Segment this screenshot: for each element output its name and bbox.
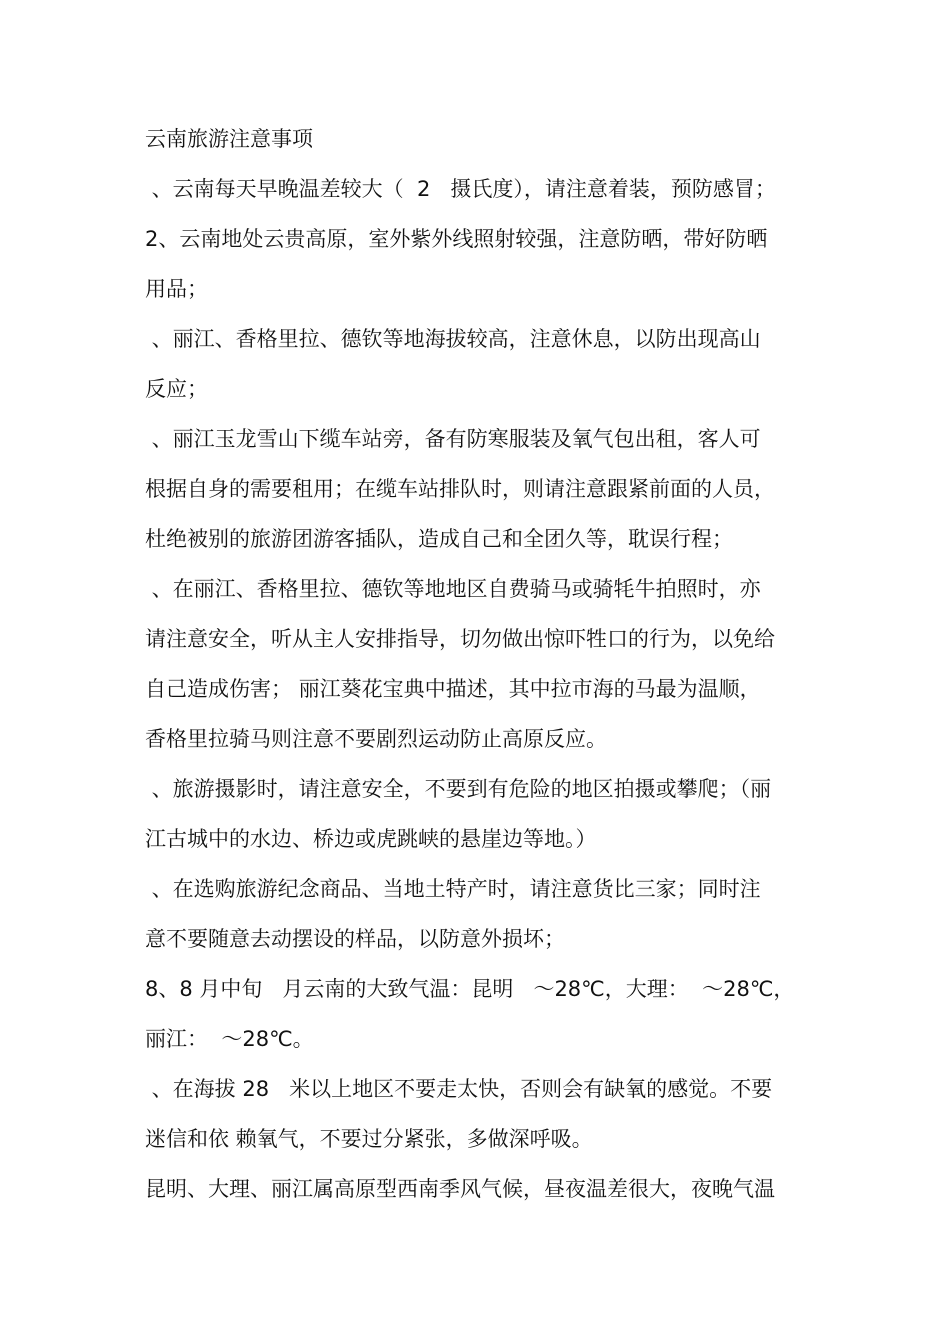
text-line: 意不要随意去动摆设的样品，以防意外损坏； — [145, 927, 565, 951]
text-line: 、丽江、香格里拉、德钦等地海拔较高，注意休息，以防出现高山 — [145, 327, 761, 351]
text-line: 香格里拉骑马则注意不要剧烈运动防止高原反应。 — [145, 727, 607, 751]
text-line: 根据自身的需要租用；在缆车站排队时，则请注意跟紧前面的人员， — [145, 477, 775, 501]
text-line: 杜绝被别的旅游团游客插队，造成自己和全团久等，耽误行程； — [145, 527, 733, 551]
text-line: 用品； — [145, 277, 208, 301]
text-line: 反应； — [145, 377, 208, 401]
text-line: 请注意安全，听从主人安排指导，切勿做出惊吓牲口的行为，以免给 — [145, 627, 775, 651]
text-line: 自己造成伤害； 丽江葵花宝典中描述，其中拉市海的马最为温顺， — [145, 677, 761, 701]
text-line: 、在丽江、香格里拉、德钦等地地区自费骑马或骑牦牛拍照时，亦 — [145, 577, 761, 601]
text-line: 丽江： ～28℃。 — [145, 1027, 314, 1051]
text-line: 、丽江玉龙雪山下缆车站旁，备有防寒服装及氧气包出租，客人可 — [145, 427, 761, 451]
text-line: 迷信和依 赖氧气，不要过分紧张，多做深呼吸。 — [145, 1127, 593, 1151]
text-line: 江古城中的水边、桥边或虎跳峡的悬崖边等地。） — [145, 827, 597, 851]
text-line: 、云南每天早晚温差较大（ 2 摄氏度），请注意着装，预防感冒； — [145, 177, 776, 201]
text-line: 2、云南地处云贵高原，室外紫外线照射较强，注意防晒，带好防晒 — [145, 227, 768, 251]
text-line: 、在选购旅游纪念商品、当地土特产时，请注意货比三家；同时注 — [145, 877, 761, 901]
text-line: 、在海拔 28 米以上地区不要走太快，否则会有缺氧的感觉。不要 — [145, 1077, 773, 1101]
text-line: 、旅游摄影时，请注意安全，不要到有危险的地区拍摄或攀爬；（丽 — [145, 777, 772, 801]
document-body — [145, 114, 815, 1214]
text-line: 昆明、大理、丽江属高原型西南季风气候，昼夜温差很大，夜晚气温 — [145, 1177, 775, 1201]
text-line: 8、8 月中旬 月云南的大致气温：昆明 ～28℃，大理： ～28℃， — [145, 977, 795, 1001]
document-title: 云南旅游注意事项 — [145, 127, 313, 151]
